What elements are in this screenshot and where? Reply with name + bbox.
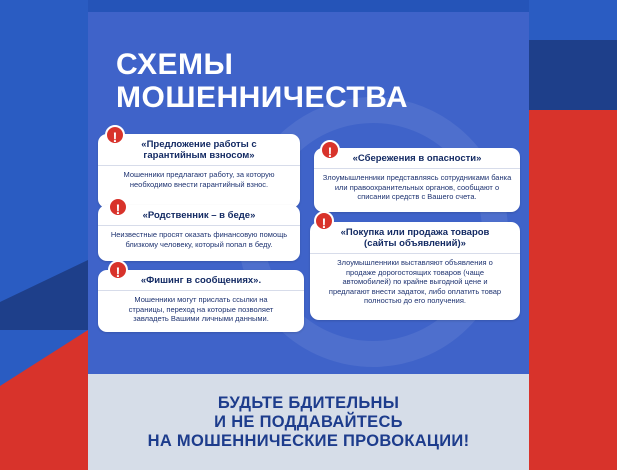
scheme-card-text: Злоумышленники представляясь сотрудниками банка или правоохранительных органов, сообщают о списании средств с Вашего счета. bbox=[322, 173, 512, 201]
scheme-card-phishing bbox=[98, 270, 304, 332]
scheme-card-savings bbox=[314, 148, 520, 212]
card-divider bbox=[310, 253, 520, 254]
scheme-card-title: «Покупка или продажа товаров (сайты объявлений)» bbox=[340, 227, 490, 249]
frame-right-red-stripe bbox=[529, 110, 617, 470]
frame-left-dark-stripe bbox=[0, 260, 88, 330]
scheme-card-text: Мошенники могут прислать ссылки на страницы, переход на которые позволяет завладеть Вашими личными данными. bbox=[128, 295, 274, 323]
alert-icon: ! bbox=[105, 125, 125, 145]
scheme-card-title: «Сбережения в опасности» bbox=[352, 153, 482, 164]
scheme-card-title: «Предложение работы с гарантийным взносом» bbox=[141, 139, 257, 161]
scheme-card-relative bbox=[98, 205, 300, 261]
alert-icon: ! bbox=[314, 211, 334, 231]
card-divider bbox=[314, 168, 520, 169]
scheme-card-title: «Родственник – в беде» bbox=[142, 210, 256, 221]
poster-panel bbox=[88, 12, 529, 470]
poster-title bbox=[116, 48, 408, 114]
scheme-card-classifieds bbox=[310, 222, 520, 320]
scheme-card-text: Мошенники предлагают работу, за которую необходимо внести гарантийный взнос. bbox=[123, 170, 275, 189]
scheme-card-text: Неизвестные просят оказать финансовую помощь близкому человеку, который попал в беду. bbox=[110, 230, 288, 249]
banner-line-3: НА МОШЕННИЧЕСКИЕ ПРОВОКАЦИИ! bbox=[147, 431, 470, 450]
banner-line-1: БУДЬТЕ БДИТЕЛЬНЫ bbox=[217, 393, 400, 412]
frame-left-red-stripe bbox=[0, 330, 88, 470]
card-divider bbox=[98, 165, 300, 166]
scheme-card-title: «Фишинг в сообщениях». bbox=[140, 275, 262, 286]
banner-line-2: И НЕ ПОДДАВАЙТЕСЬ bbox=[214, 412, 403, 431]
frame-right-decor bbox=[529, 0, 617, 470]
card-divider bbox=[98, 290, 304, 291]
alert-icon: ! bbox=[108, 260, 128, 280]
scheme-card-text: Злоумышленники выставляют объявления о продаже дорогостоящих товаров (чаще автомобилей) по крайне выгодной цене и предлагают внести задаток, либо оплатить товар полностью до его получения. bbox=[328, 258, 502, 305]
title-line-2: МОШЕННИЧЕСТВА bbox=[116, 81, 409, 114]
alert-icon: ! bbox=[108, 197, 128, 217]
scheme-card-job-offer bbox=[98, 134, 300, 208]
card-divider bbox=[98, 225, 300, 226]
frame-left-decor bbox=[0, 0, 88, 470]
alert-icon: ! bbox=[320, 140, 340, 160]
title-line-1: СХЕМЫ bbox=[116, 48, 234, 81]
warning-banner bbox=[88, 374, 529, 470]
